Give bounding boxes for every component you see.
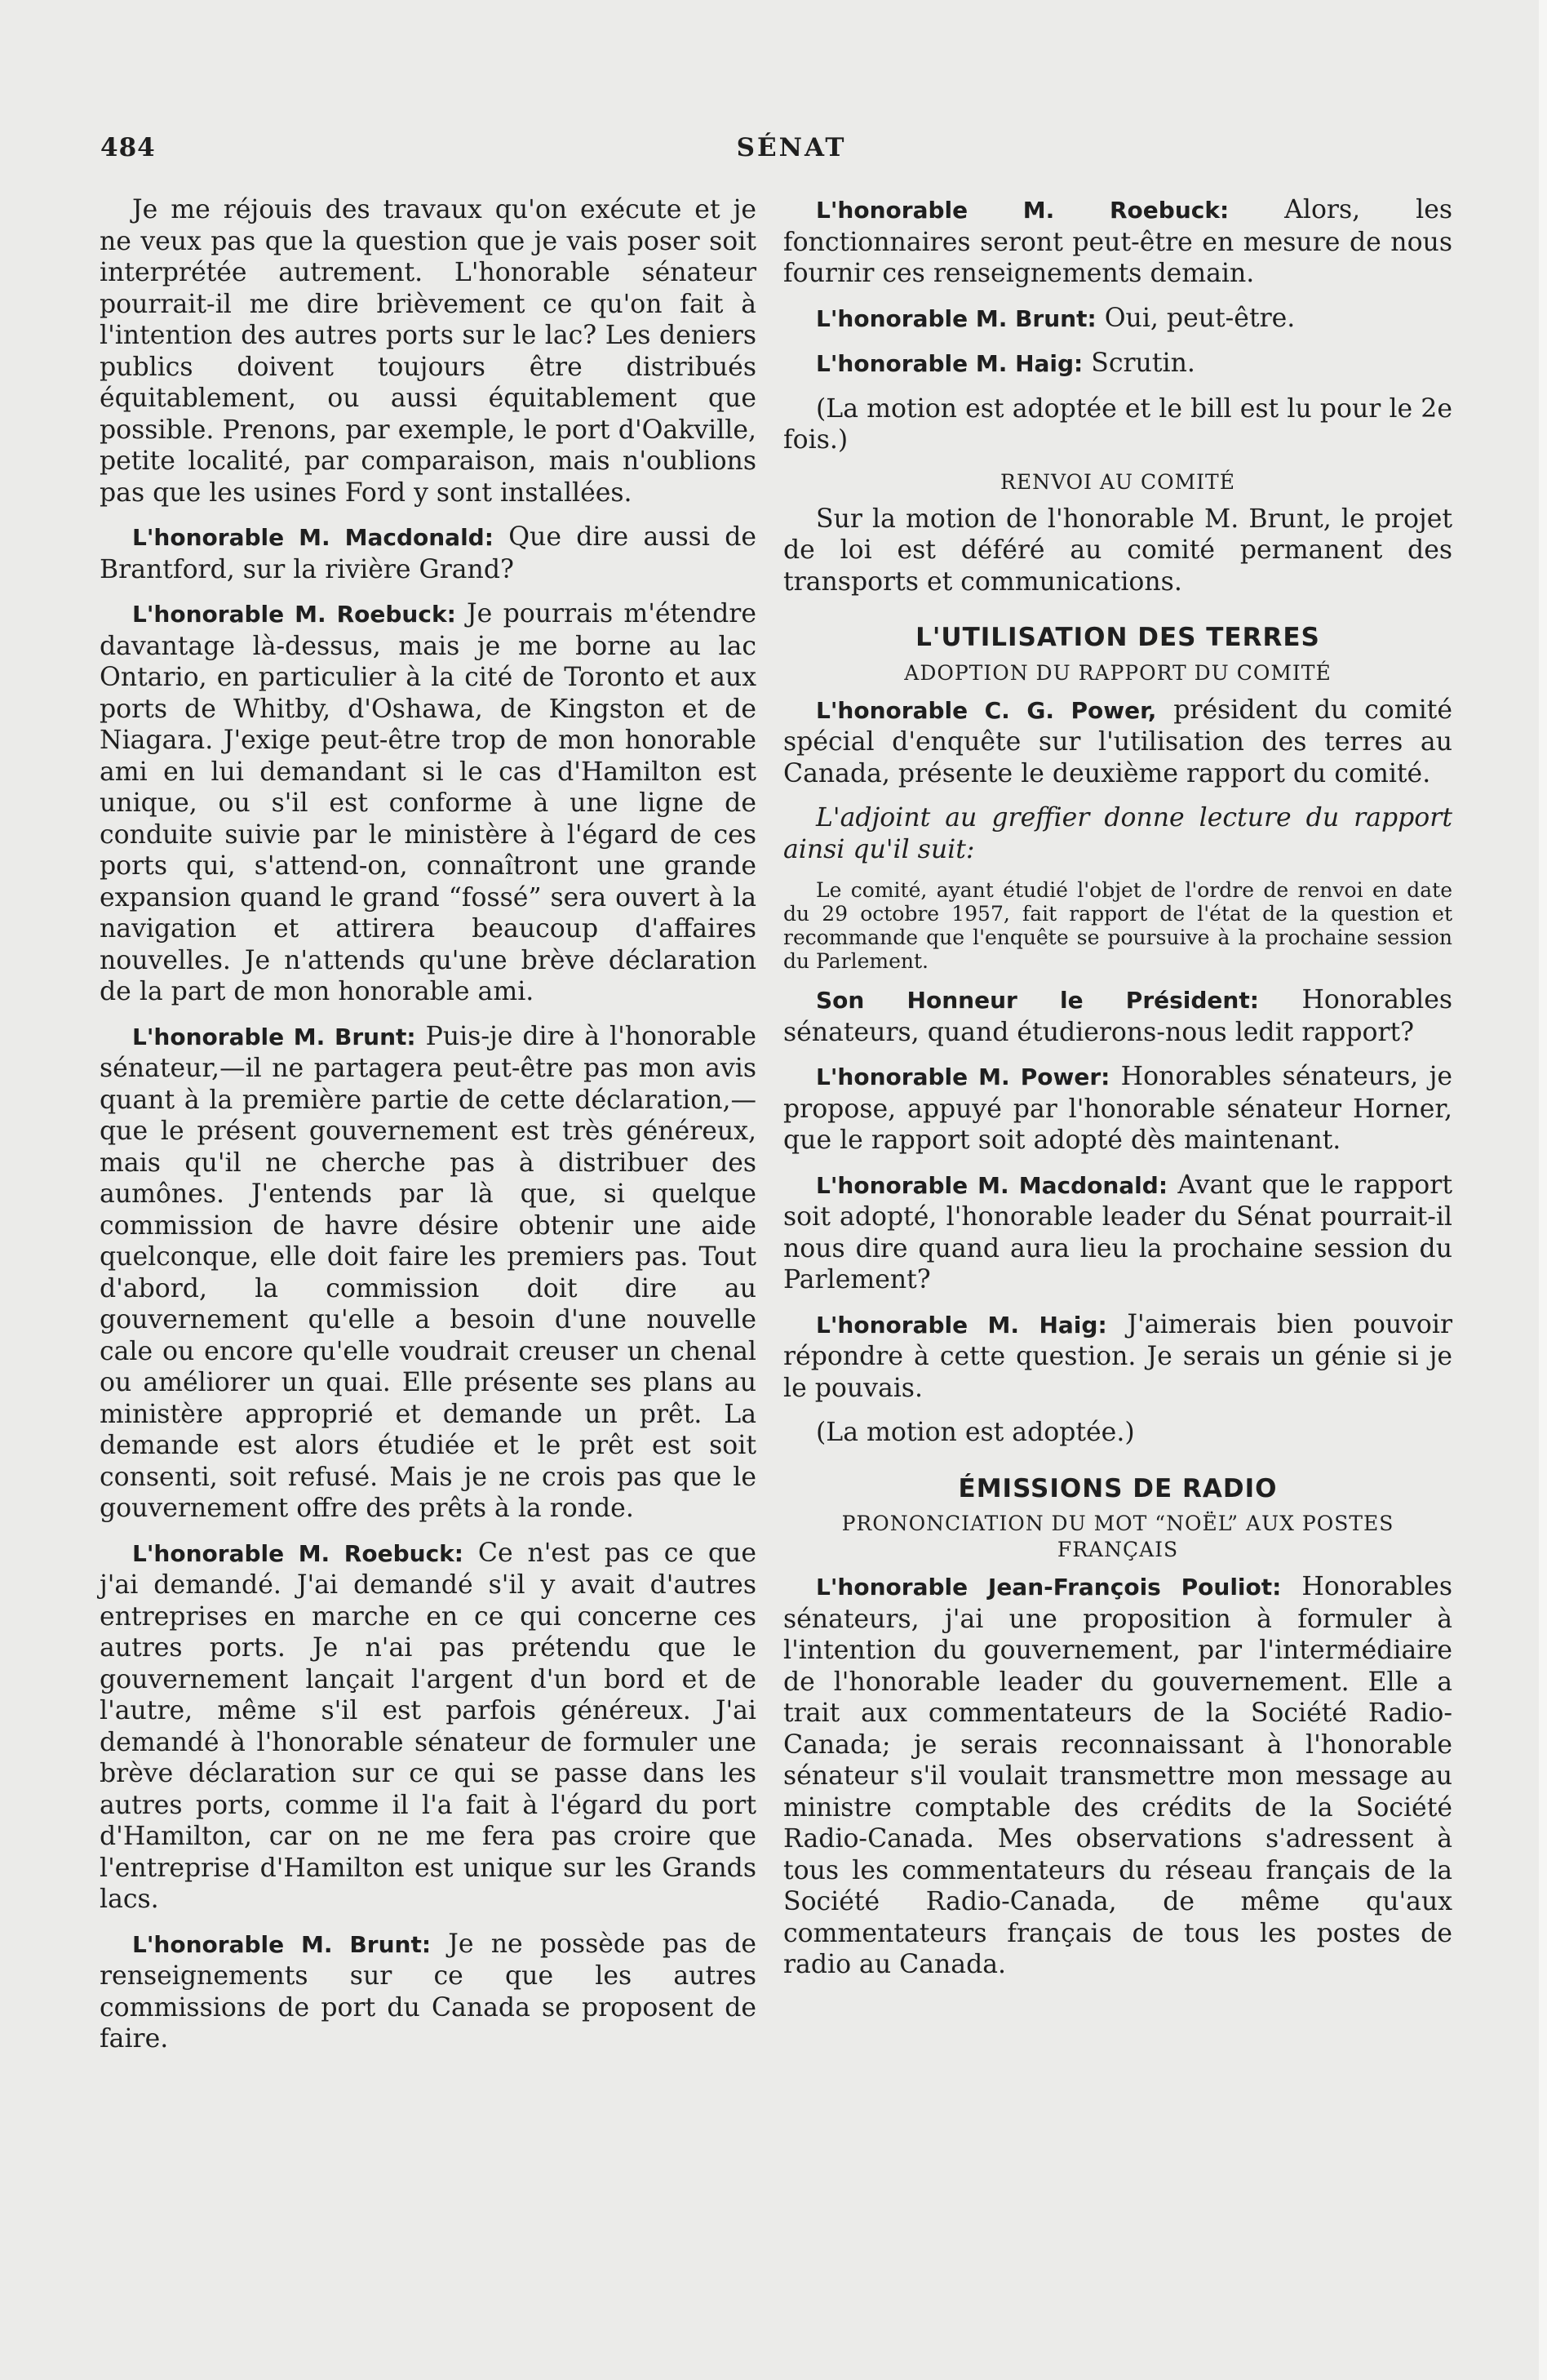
speech-paragraph bbox=[100, 522, 756, 585]
paragraph-text: président du comité spécial d'enquête sur l'utilisation des terres au Canada, présente le deuxième rapport du comité. bbox=[783, 695, 1452, 788]
speech-paragraph bbox=[783, 1309, 1452, 1405]
speech-paragraph bbox=[783, 1061, 1452, 1157]
paragraph-text: Honorables sénateurs, quand étudierons-nous ledit rapport? bbox=[783, 985, 1453, 1047]
speaker-name: L'honorable M. Haig: bbox=[816, 1311, 1107, 1339]
paragraph-text: Oui, peut-être. bbox=[1104, 303, 1296, 333]
page-edge bbox=[1539, 0, 1547, 2380]
speech-paragraph bbox=[783, 695, 1452, 790]
speech-paragraph bbox=[100, 1929, 756, 2055]
paragraph-text: Alors, les fonctionnaires seront peut-être en mesure de nous fournir ces renseignements demain. bbox=[783, 195, 1453, 288]
paragraph-text: (La motion est adoptée.) bbox=[816, 1418, 1135, 1447]
procedural-note: L'adjoint au greffier donne lecture du rapport ainsi qu'il suit: bbox=[783, 803, 1452, 864]
speech-paragraph bbox=[783, 1571, 1452, 1981]
section-title: ÉMISSIONS DE RADIO bbox=[958, 1473, 1278, 1503]
speaker-name: Son Honneur le Président: bbox=[816, 987, 1259, 1014]
paragraph-text: Puis-je dire à l'honorable sénateur,—il ne partagera peut-être pas mon avis quant à la première partie de cette déclaration,—que le présent gouvernement est très généreux, mais qu'il ne cherche pas à distribuer des aumônes. J'entends par là que, si quelque commission de havre désire obtenir une aide quelconque, elle doit faire les premiers pas. Tout d'abord, la commission doit dire au gouvernement qu'elle a besoin d'une nouvelle cale ou encore qu'elle voudrait creuser un chenal ou améliorer un quai. Elle présente ses plans au ministère approprié et demande un prêt. La demande est alors étudiée et le prêt est soit consenti, soit refusé. Mais je ne crois pas que le gouvernement offre des prêts à la ronde. bbox=[100, 1021, 756, 1523]
paragraph-text: Honorables sénateurs, j'ai une proposition à formuler à l'intention du gouvernement, par l'intermédiaire de l'honorable leader du gouvernement. Elle a trait aux commentateurs de la Société Radio-Canada; je serais reconnaissant à l'honorable sénateur s'il voulait transmettre mon message au ministre comptable des crédits de la Société Radio-Canada. Mes observations s'adressent à tous les commentateurs du réseau français de la Société Radio-Canada, de même qu'aux commentateurs français de tous les postes de radio au Canada. bbox=[783, 1572, 1452, 1979]
speech-paragraph bbox=[100, 598, 756, 1008]
speech-paragraph bbox=[783, 984, 1452, 1048]
subheading: RENVOI AU COMITÉ bbox=[1000, 469, 1235, 494]
paragraph-text: Je ne possède pas de renseignements sur ce que les autres commissions de port du Canada se proposent de faire. bbox=[100, 1929, 757, 2054]
paragraph-text: (La motion est adoptée et le bill est lu pour le 2e fois.) bbox=[783, 393, 1452, 455]
speaker-name: L'honorable M. Macdonald: bbox=[816, 1171, 1168, 1199]
paragraph bbox=[783, 504, 1452, 598]
paragraph-text: Ce n'est pas ce que j'ai demandé. J'ai demandé s'il y avait d'autres entreprises en marche en ce qui concerne ces autres ports. Je n'ai pas prétendu que le gouvernement lançait l'argent d'un bord et de l'autre, même s'il est parfois généreux. J'ai demandé à l'honorable sénateur de formuler une brève déclaration sur ce qui se passe dans les autres ports, comme il l'a fait à l'égard du port d'Hamilton, car on ne me fera pas croire que l'entreprise d'Hamilton est unique sur les Grands lacs. bbox=[100, 1538, 756, 1914]
speaker-name: L'honorable M. Roebuck: bbox=[132, 1539, 463, 1567]
paragraph-text: Sur la motion de l'honorable M. Brunt, le projet de loi est déféré au comité permanent des transports et communications. bbox=[783, 504, 1452, 597]
speaker-name: L'honorable M. Macdonald: bbox=[132, 524, 494, 551]
speech-paragraph bbox=[783, 348, 1452, 380]
speaker-name: L'honorable M. Power: bbox=[816, 1063, 1110, 1090]
paragraph bbox=[783, 393, 1452, 456]
paragraph-text: Que dire aussi de Brantford, sur la rivière Grand? bbox=[100, 522, 757, 584]
speech-paragraph bbox=[100, 1021, 756, 1525]
report-text: Le comité, ayant étudié l'objet de l'ordre de renvoi en date du 29 octobre 1957, fait rapport de l'état de la question et recommande que l'enquête se poursuive à la prochaine session du Parlement. bbox=[783, 878, 1452, 973]
paragraph bbox=[100, 194, 756, 508]
paragraph-text: Scrutin. bbox=[1091, 349, 1195, 378]
paragraph bbox=[783, 1417, 1452, 1449]
paragraph-text: Avant que le rapport soit adopté, l'honorable leader du Sénat pourrait-il nous dire quand aura lieu la prochaine session du Parlement? bbox=[783, 1170, 1452, 1294]
speaker-name: L'honorable M. Roebuck: bbox=[816, 197, 1230, 224]
section-title: L'UTILISATION DES TERRES bbox=[915, 623, 1320, 652]
running-head: SÉNAT bbox=[736, 133, 847, 162]
left-column bbox=[100, 194, 756, 2068]
speech-paragraph bbox=[783, 194, 1452, 290]
speaker-name: L'honorable M. Roebuck: bbox=[132, 601, 456, 628]
paragraph-text: Je pourrais m'étendre davantage là-dessus, mais je me borne au lac Ontario, en particulier à la cité de Toronto et aux ports de Whitby, d'Oshawa, de Kingston et de Niagara. J'exige peut-être trop de mon honorable ami en lui demandant si le cas d'Hamilton est unique, ou s'il est conforme à une ligne de conduite suivie par le ministère à l'égard de ces ports qui, s'attend-on, connaîtront une grande expansion quand le grand “fossé” sera ouvert à la navigation et attirera beaucoup d'affaires nouvelles. Je n'attends qu'une brève déclaration de la part de mon honorable ami. bbox=[100, 599, 756, 1006]
speech-paragraph bbox=[783, 303, 1452, 335]
speech-paragraph bbox=[100, 1538, 756, 1916]
speaker-name: L'honorable Jean-François Pouliot: bbox=[816, 1574, 1282, 1601]
speaker-name: L'honorable M. Brunt: bbox=[132, 1023, 416, 1050]
page-number: 484 bbox=[100, 133, 156, 162]
paragraph-text: Honorables sénateurs, je propose, appuyé par l'honorable sénateur Horner, que le rapport soit adopté dès maintenant. bbox=[783, 1062, 1452, 1155]
speaker-name: L'honorable M. Brunt: bbox=[132, 1930, 432, 1958]
paragraph-text: Je me réjouis des travaux qu'on exécute et je ne veux pas que la question que je vais poser soit interprétée autrement. L'honorable sénateur pourrait-il me dire brièvement ce qu'on fait à l'intention des autres ports sur le lac? Les deniers publics doivent toujours être distribués équitablement, ou aussi équitablement que possible. Prenons, par exemple, le port d'Oakville, petite localité, par comparaison, mais n'oublions pas que les usines Ford y sont installées. bbox=[100, 195, 756, 508]
subheading: ADOPTION DU RAPPORT DU COMITÉ bbox=[904, 660, 1332, 685]
right-column bbox=[783, 194, 1452, 1994]
speaker-name: L'honorable M. Haig: bbox=[816, 350, 1084, 377]
speaker-name: L'honorable M. Brunt: bbox=[816, 304, 1097, 332]
speaker-name: L'honorable C. G. Power, bbox=[816, 696, 1157, 724]
paragraph-text: J'aimerais bien pouvoir répondre à cette question. Je serais un génie si je le pouvais. bbox=[783, 1309, 1453, 1403]
subheading: PRONONCIATION DU MOT “NOËL” AUX POSTES FRANÇAIS bbox=[841, 1512, 1394, 1561]
speech-paragraph bbox=[783, 1170, 1452, 1296]
